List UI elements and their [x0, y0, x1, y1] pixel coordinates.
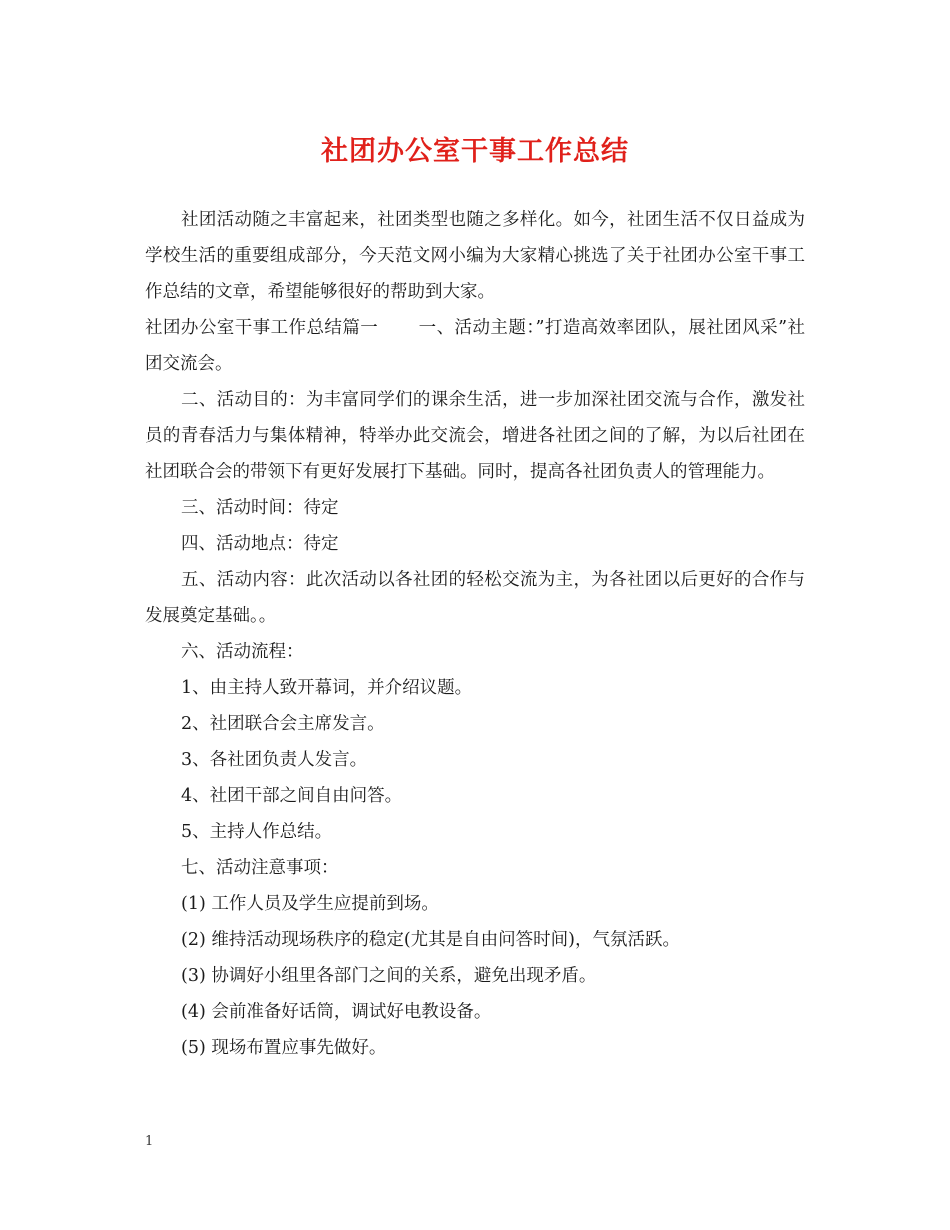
flow-step: 4、社团干部之间自由问答。	[181, 786, 403, 806]
note-item: (2) 维持活动现场秩序的稳定(尤其是自由问答时间)，气氛活跃。	[181, 930, 681, 950]
note-item: (5) 现场布置应事先做好。	[181, 1038, 387, 1058]
page-number: 1	[145, 1134, 154, 1149]
flow-step: 3、各社团负责人发言。	[181, 750, 368, 770]
flow-step: 2、社团联合会主席发言。	[181, 714, 385, 734]
item-flow-heading: 六、活动流程：	[181, 642, 304, 662]
document-body	[145, 202, 805, 1066]
note-item: (4) 会前准备好话筒，调试好电教设备。	[181, 1002, 492, 1022]
item-theme: 一、活动主题：”打造高效率团队，展社团风采”社团交流会。	[145, 318, 805, 374]
item-purpose: 二、活动目的：为丰富同学们的课余生活，进一步加深社团交流与合作，激发社员的青春活力与集体精神，特举办此交流会，增进各社团之间的了解，为以后社团在社团联合会的带领下有更好发展打下基础。同时，提高各社团负责人的管理能力。	[145, 390, 805, 482]
item-time: 三、活动时间：待定	[181, 498, 339, 518]
note-item: (1) 工作人员及学生应提前到场。	[181, 894, 439, 914]
intro-paragraph: 社团活动随之丰富起来，社团类型也随之多样化。如今，社团生活不仅日益成为学校生活的重要组成部分，今天范文网小编为大家精心挑选了关于社团办公室干事工作总结的文章，希望能够很好的帮助到大家。	[145, 210, 805, 302]
flow-step: 5、主持人作总结。	[181, 822, 333, 842]
item-content: 五、活动内容：此次活动以各社团的轻松交流为主，为各社团以后更好的合作与发展奠定基础。。	[145, 570, 805, 626]
flow-step: 1、由主持人致开幕词，并介绍议题。	[181, 678, 473, 698]
item-location: 四、活动地点：待定	[181, 534, 339, 554]
document-title: 社团办公室干事工作总结	[321, 136, 629, 167]
item-notes-heading: 七、活动注意事项：	[181, 858, 339, 878]
section-heading: 社团办公室干事工作总结篇一	[145, 318, 379, 338]
note-item: (3) 协调好小组里各部门之间的关系，避免出现矛盾。	[181, 966, 597, 986]
section-paragraph	[145, 310, 805, 382]
